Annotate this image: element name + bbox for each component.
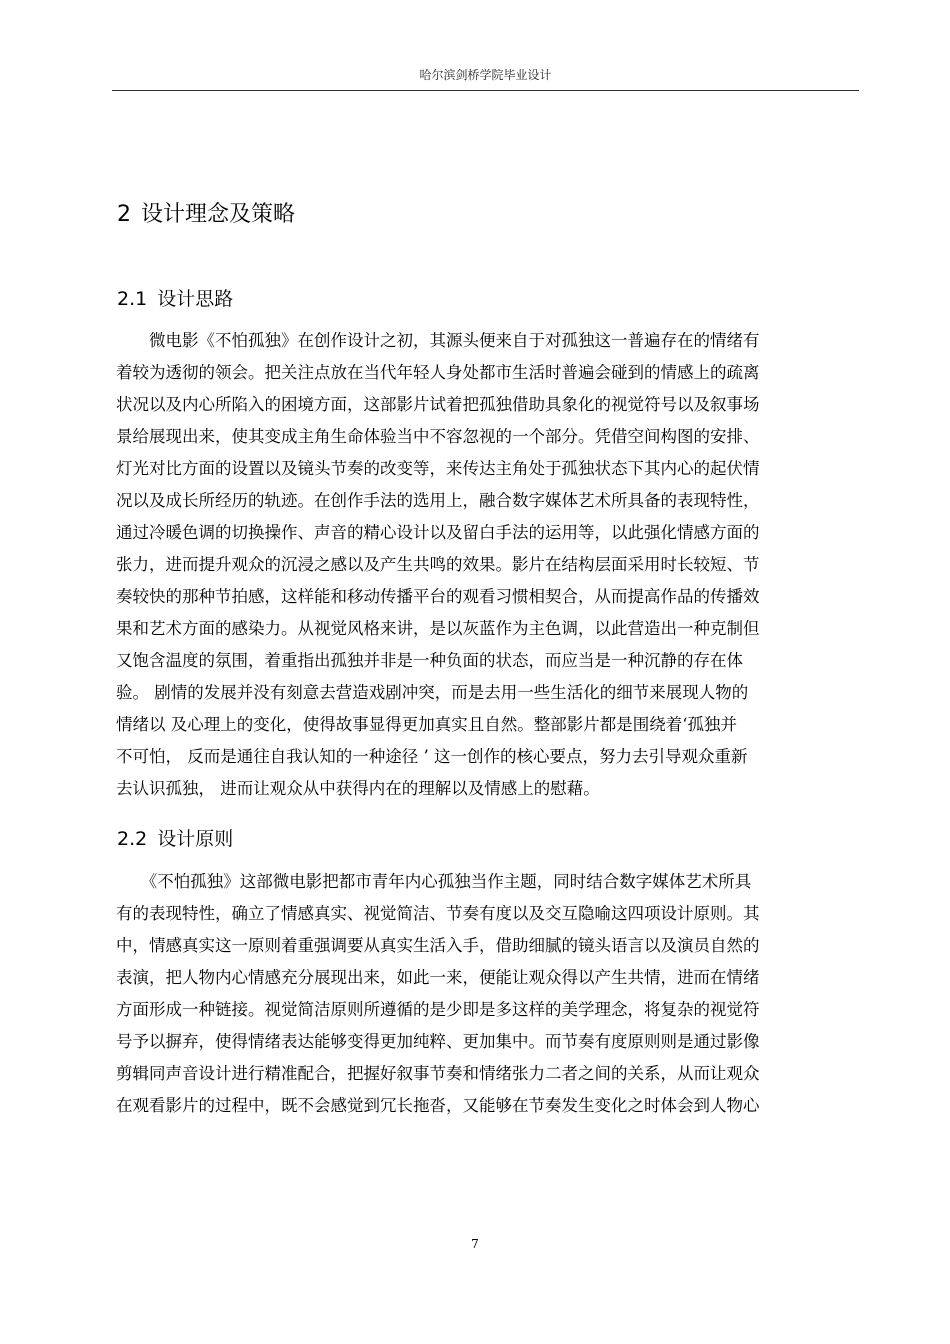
paragraph-line: 情绪以 及心理上的变化，使得故事显得更加真实且自然。整部影片都是围绕着‘孤独并 [116,715,737,734]
paragraph-line: 剪辑同声音设计进行精准配合，把握好叙事节奏和情绪张力二者之间的关系，从而让观众 [116,1064,760,1083]
paragraph-design-thinking [116,325,864,805]
paragraph-line: 在观看影片的过程中，既不会感觉到冗长拖沓，又能够在节奏发生变化之时体会到人物心 [116,1096,760,1115]
page-number: 7 [471,1237,479,1251]
paragraph-line: 号予以摒弃，使得情绪表达能够变得更加纯粹、更加集中。而节奏有度原则则是通过影像 [116,1032,760,1051]
paragraph-line: 又饱含温度的氛围，着重指出孤独并非是一种负面的状态，而应当是一种沉静的存在体 [116,651,743,670]
paragraph-line: 状况以及内心所陷入的困境方面，这部影片试着把孤独借助具象化的视觉符号以及叙事场 [116,395,760,414]
chapter-title: 设计理念及策略 [141,202,296,227]
header-title: 哈尔滨剑桥学院毕业设计 [419,68,552,82]
section-number: 2.1 [117,288,148,310]
section-heading-2-1 [117,286,233,312]
paragraph-line: 果和艺术方面的感染力。从视觉风格来讲，是以灰蓝作为主色调，以此营造出一种克制但 [116,619,760,638]
paragraph-line: 中，情感真实这一原则着重强调要从真实生活入手，借助细腻的镜头语言以及演员自然的 [116,936,760,955]
section-title: 设计思路 [157,288,234,310]
paragraph-line: 通过冷暖色调的切换操作、声音的精心设计以及留白手法的运用等，以此强化情感方面的 [116,523,760,542]
paragraph-line: 表演，把人物内心情感充分展现出来，如此一来，便能让观众得以产生共情，进而在情绪 [116,968,760,987]
paragraph-line: 不可怕， 反而是通往自我认知的一种途径 ’ 这一创作的核心要点，努力去引导观众重新 [116,747,748,766]
paragraph-line: 微电影《不怕孤独》在创作设计之初，其源头便来自于对孤独这一普遍存在的情绪有 [116,331,760,350]
paragraph-line: 景给展现出来，使其变成主角生命体验当中不容忽视的一个部分。凭借空间构图的安排、 [116,427,760,446]
section-heading-2-2 [117,826,233,852]
paragraph-line: 张力，进而提升观众的沉浸之感以及产生共鸣的效果。影片在结构层面采用时长较短、节 [116,555,760,574]
chapter-heading [117,200,295,230]
paragraph-line: 方面形成一种链接。视觉简洁原则所遵循的是少即是多这样的美学理念，将复杂的视觉符 [116,1000,760,1019]
paragraph-line: 《不怕孤独》这部微电影把都市青年内心孤独当作主题，同时结合数字媒体艺术所具 [116,872,752,891]
paragraph-line: 去认识孤独， 进而让观众从中获得内在的理解以及情感上的慰藉。 [116,779,600,798]
paragraph-design-principles [116,866,864,1122]
paragraph-line: 有的表现特性，确立了情感真实、视觉简洁、节奏有度以及交互隐喻这四项设计原则。其 [116,904,760,923]
paragraph-line: 灯光对比方面的设置以及镜头节奏的改变等，来传达主角处于孤独状态下其内心的起伏情 [116,459,760,478]
paragraph-line: 奏较快的那种节拍感，这样能和移动传播平台的观看习惯相契合，从而提高作品的传播效 [116,587,760,606]
page-header [112,0,859,91]
section-title: 设计原则 [157,828,234,850]
paragraph-line: 验。 剧情的发展并没有刻意去营造戏剧冲突，而是去用一些生活化的细节来展现人物的 [116,683,749,702]
chapter-number: 2 [117,202,131,227]
paragraph-line: 况以及成长所经历的轨迹。在创作手法的选用上，融合数字媒体艺术所具备的表现特性， [116,491,760,510]
section-number: 2.2 [117,828,148,850]
paragraph-line: 着较为透彻的领会。把关注点放在当代年轻人身处都市生活时普遍会碰到的情感上的疏离 [116,363,760,382]
